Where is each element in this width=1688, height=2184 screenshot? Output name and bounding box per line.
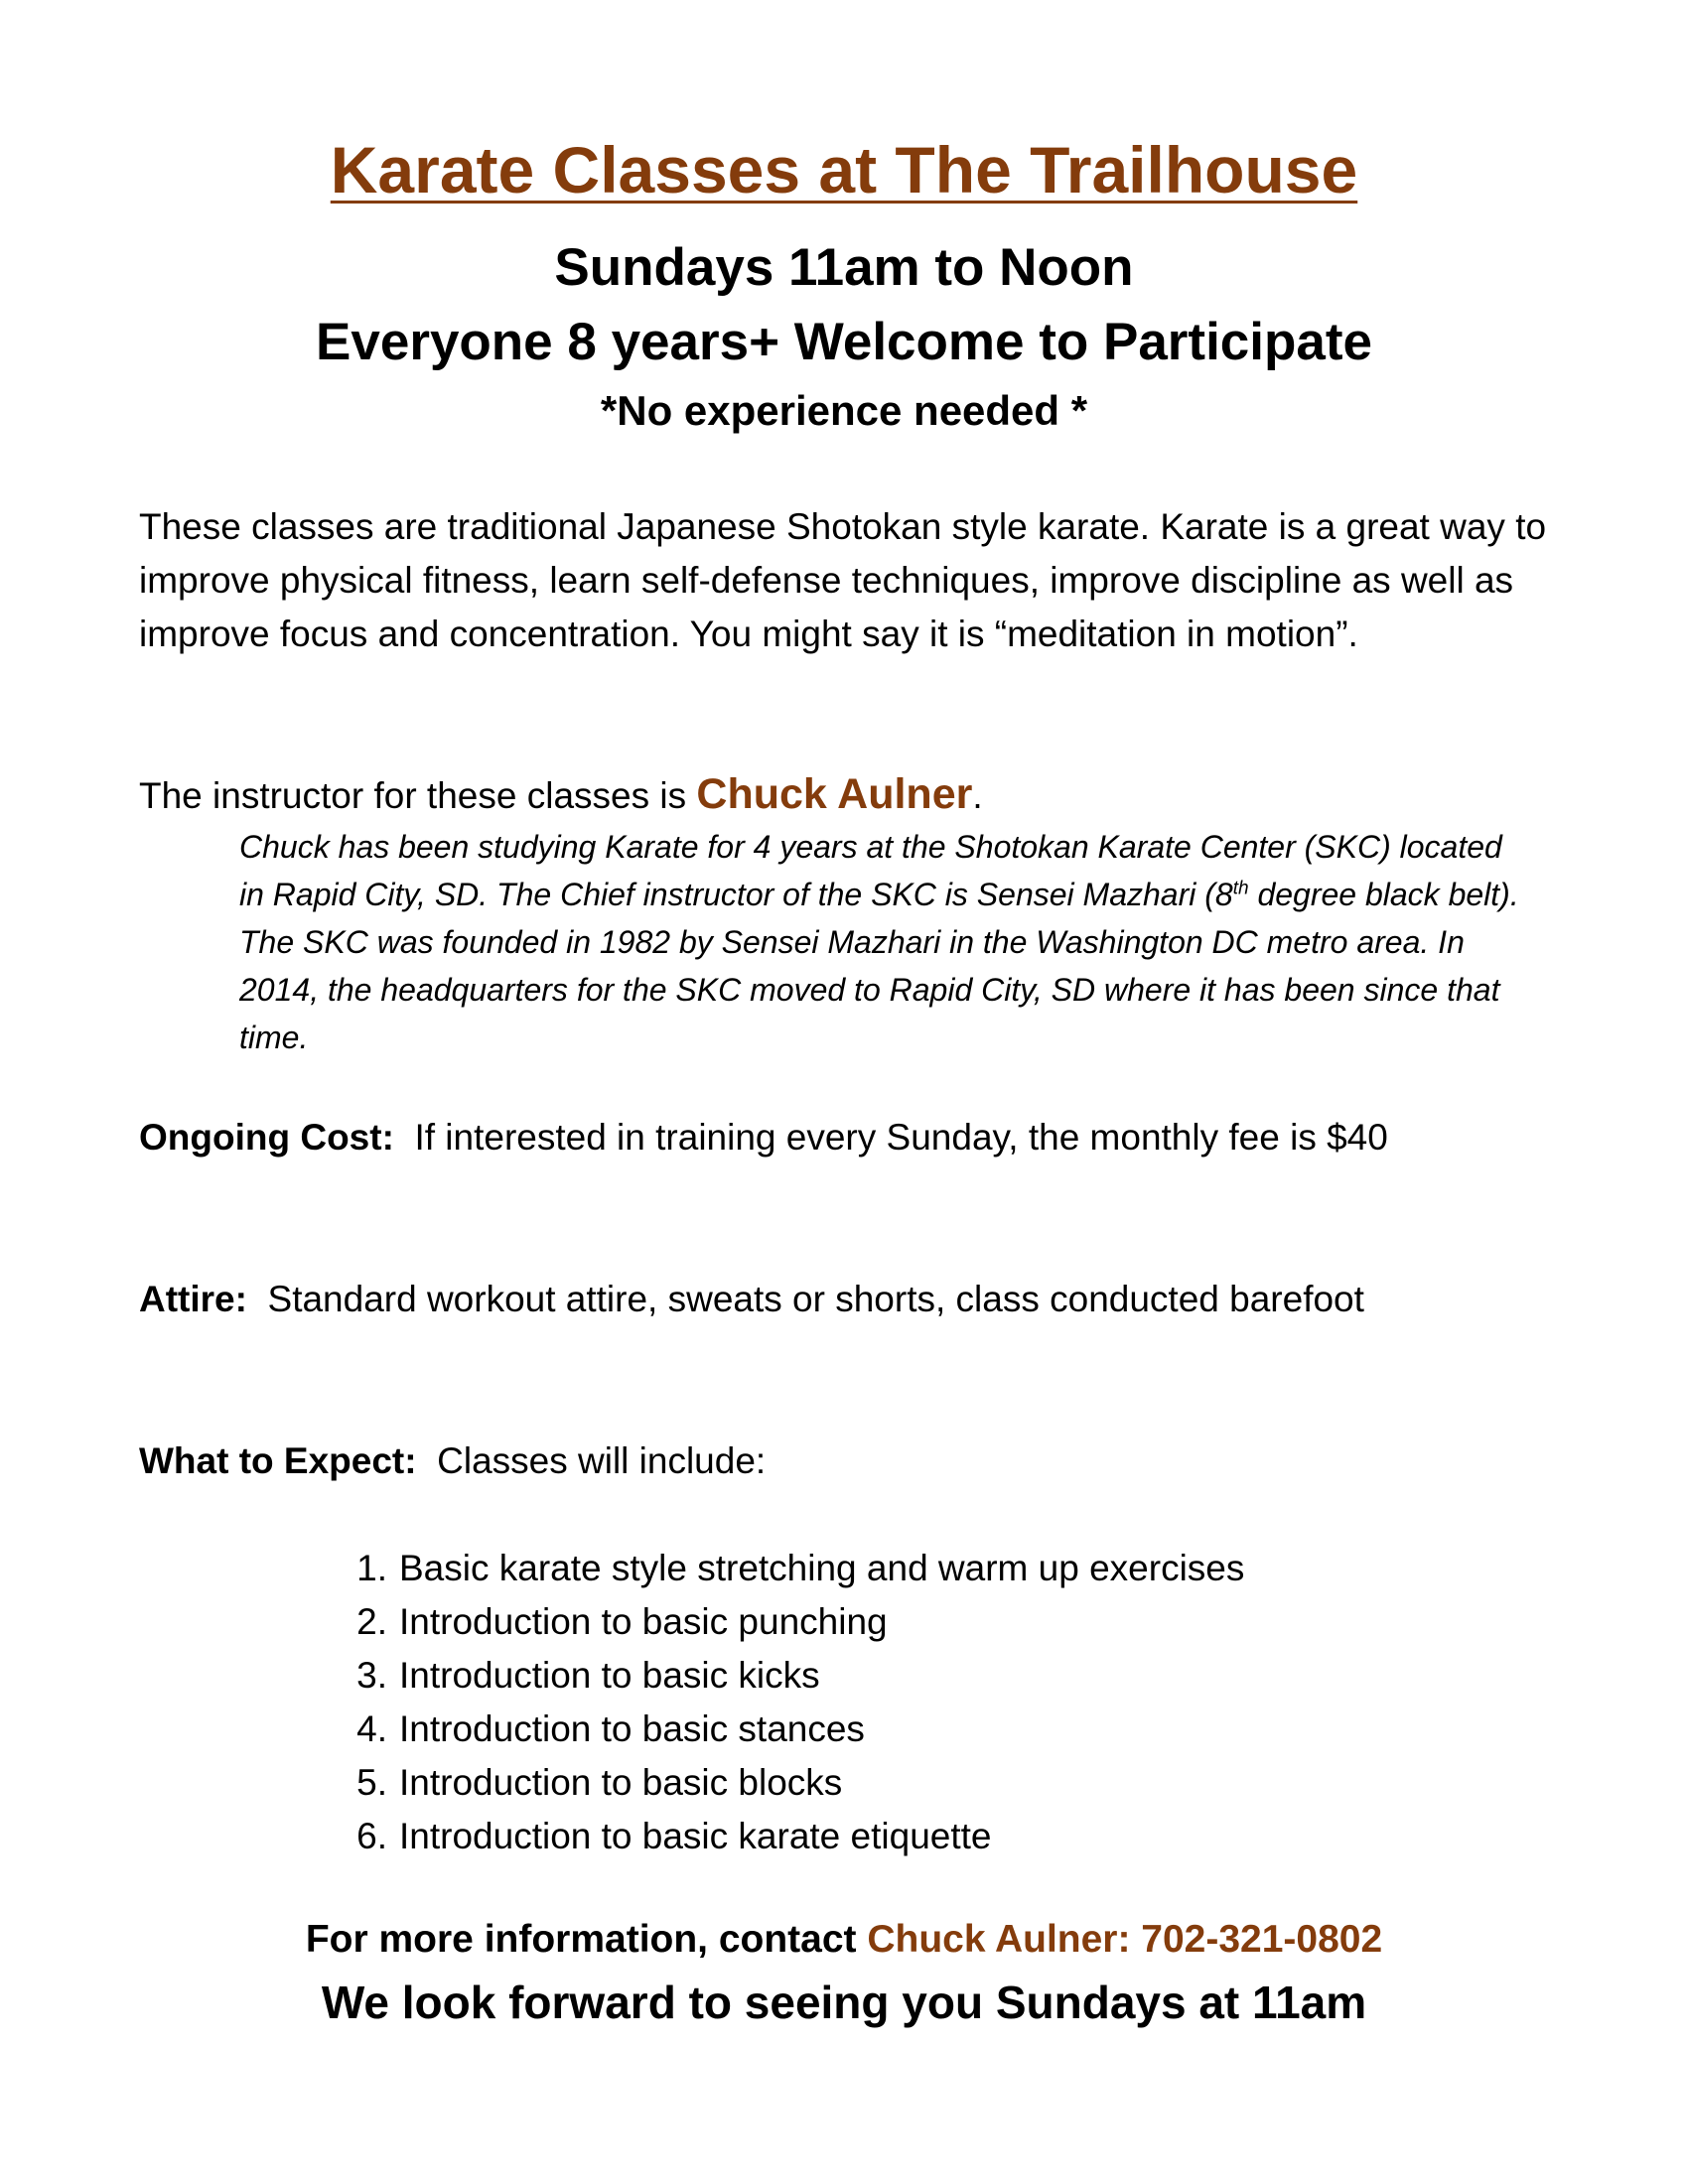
list-number: 1. xyxy=(356,1548,387,1588)
list-number: 4. xyxy=(356,1708,387,1749)
bio-superscript: th xyxy=(1232,878,1249,899)
schedule-heading: Sundays 11am to Noon xyxy=(554,238,1134,297)
list-item-text: Introduction to basic karate etiquette xyxy=(399,1816,992,1856)
instructor-name: Chuck Aulner xyxy=(696,770,973,818)
audience-heading: Everyone 8 years+ Welcome to Participate xyxy=(316,313,1372,371)
instructor-line xyxy=(139,767,1569,823)
bio-text-1: Chuck has been studying Karate for 4 years at the Shotokan Karate Center (SKC) located in Rapid City, SD. The Chief instructor of the SKC is Sensei Mazhari (8 xyxy=(239,829,1502,912)
bio-text-2: degree black belt). The SKC was founded in 1982 by Sensei Mazhari in the Washington DC metro area. In 2014, the headquarters for the SKC moved to Rapid City, SD where it has been since that time. xyxy=(239,877,1519,1055)
cost-label: Ongoing Cost: xyxy=(139,1117,394,1158)
expect-label: What to Expect: xyxy=(139,1440,417,1481)
list-item-text: Introduction to basic blocks xyxy=(399,1762,843,1803)
page-title: Karate Classes at The Trailhouse xyxy=(330,133,1358,206)
list-number: 2. xyxy=(356,1601,387,1642)
closing-line: We look forward to seeing you Sundays at 11am xyxy=(321,1977,1367,2028)
instructor-bio xyxy=(239,823,1530,1061)
list-item xyxy=(338,1756,1529,1810)
attire-label: Attire: xyxy=(139,1279,247,1319)
list-item xyxy=(338,1810,1529,1863)
contact-detail: Chuck Aulner: 702-321-0802 xyxy=(867,1918,1383,1961)
attire-section xyxy=(139,1273,1569,1326)
class-contents-list xyxy=(338,1542,1529,1863)
list-item-text: Introduction to basic punching xyxy=(399,1601,888,1642)
intro-paragraph: These classes are traditional Japanese Shotokan style karate. Karate is a great way to improve physical fitness, learn self-defense techniques, improve discipline as well as improve focus and concentration. You might say it is “meditation in motion”. xyxy=(139,506,1547,654)
list-item-text: Basic karate style stretching and warm up exercises xyxy=(399,1548,1245,1588)
list-item-text: Introduction to basic kicks xyxy=(399,1655,820,1696)
list-number: 3. xyxy=(356,1655,387,1696)
cost-section xyxy=(139,1111,1569,1164)
list-item-text: Introduction to basic stances xyxy=(399,1708,865,1749)
list-number: 6. xyxy=(356,1816,387,1856)
contact-lead: For more information, contact xyxy=(305,1918,868,1961)
experience-note: *No experience needed * xyxy=(600,387,1088,434)
expect-section xyxy=(139,1434,1569,1488)
cost-text: If interested in training every Sunday, the monthly fee is $40 xyxy=(414,1117,1388,1158)
list-item xyxy=(338,1649,1529,1703)
instructor-lead: The instructor for these classes is xyxy=(139,775,697,816)
instructor-end: . xyxy=(972,775,983,816)
list-item xyxy=(338,1703,1529,1756)
expect-text: Classes will include: xyxy=(437,1440,767,1481)
contact-line xyxy=(0,1920,1688,1959)
attire-text: Standard workout attire, sweats or shorts, class conducted barefoot xyxy=(267,1279,1364,1319)
list-item xyxy=(338,1542,1529,1595)
list-number: 5. xyxy=(356,1762,387,1803)
list-item xyxy=(338,1595,1529,1649)
